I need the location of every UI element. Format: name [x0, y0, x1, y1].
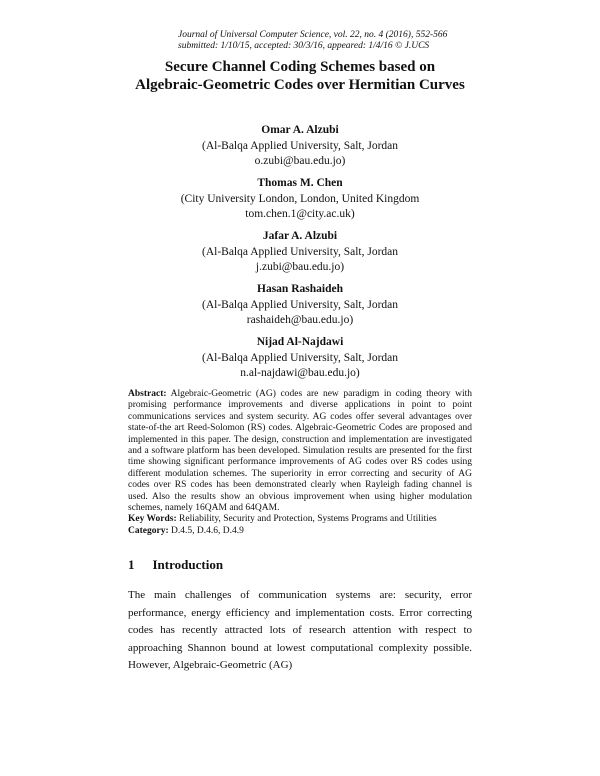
author-name: Thomas M. Chen: [257, 177, 343, 189]
main-content: [128, 389, 472, 695]
author-block: [0, 229, 600, 276]
section-title: Introduction: [152, 557, 224, 573]
author-block: [0, 123, 600, 170]
author-email: o.zubi@bau.edu.jo): [254, 155, 346, 167]
author-affiliation: (City University London, London, United Kingdom: [180, 192, 420, 205]
journal-header: [178, 30, 447, 52]
section-heading: [128, 557, 472, 573]
author-email: n.al-najdawi@bau.edu.jo): [240, 367, 360, 379]
author-affiliation: (Al-Balqa Applied University, Salt, Jordan: [202, 351, 398, 364]
journal-citation: Journal of Universal Computer Science, vol. 22, no. 4 (2016), 552-566: [178, 30, 448, 40]
category-label: Category:: [128, 525, 169, 536]
author-affiliation: (Al-Balqa Applied University, Salt, Jordan: [202, 139, 398, 152]
abstract-label: Abstract:: [128, 389, 167, 399]
category: [128, 526, 472, 537]
keywords-label: Key Words:: [128, 514, 177, 525]
author-email: tom.chen.1@city.ac.uk): [245, 208, 355, 220]
author-affiliation: (Al-Balqa Applied University, Salt, Jordan: [202, 298, 398, 311]
author-name: Omar A. Alzubi: [261, 124, 339, 136]
author-name: Hasan Rashaideh: [257, 283, 343, 295]
category-text: D.4.5, D.4.6, D.4.9: [171, 525, 244, 536]
abstract: [128, 389, 472, 514]
keywords-text: Reliability, Security and Protection, Systems Programs and Utilities: [179, 514, 437, 525]
abstract-section: [128, 389, 472, 537]
paper-title: [0, 58, 600, 94]
keywords: [128, 514, 472, 525]
section-number: 1: [128, 557, 135, 573]
author-email: rashaideh@bau.edu.jo): [246, 314, 354, 326]
author-block: [0, 176, 600, 223]
body-paragraph: The main challenges of communication systems are: security, error performance, energy efficiency and implementation costs. Error correcting codes has recently attracted lots of research attention with respect to approaching Shannon bound at lowest computational complexity possible. However, Algebraic-Geometric (AG): [128, 589, 472, 672]
author-block: [0, 282, 600, 329]
title-line-2: Algebraic-Geometric Codes over Hermitian Curves: [135, 77, 465, 93]
author-block: [0, 335, 600, 382]
author-affiliation: (Al-Balqa Applied University, Salt, Jordan: [202, 245, 398, 258]
author-name: Jafar A. Alzubi: [262, 230, 338, 242]
author-name: Nijad Al-Najdawi: [256, 336, 344, 348]
title-line-1: Secure Channel Coding Schemes based on: [164, 59, 436, 75]
author-email: j.zubi@bau.edu.jo): [255, 261, 345, 273]
abstract-text: Algebraic-Geometric (AG) codes are new paradigm in coding theory with promising performance improvements and diverse applications in point to point communications services and system security. AG codes offer several advantages over state-of-the art Reed-Solomon (RS) codes. Algebraic-Geometric Codes are proposed and implemented in this paper. The design, construction and implementation are investigated and a software platform has been developed. Simulation results are presented for the first time showing significant performance improvements of AG codes over RS codes using different modulation schemes. The superiority in error correcting and security of AG codes over RS codes has been demonstrated clearly when Rayleigh fading channel is used. Also the results show an obvious improvement when using higher modulation schemes, namely 16QAM and 64QAM.: [128, 389, 472, 514]
submission-dates: submitted: 1/10/15, accepted: 30/3/16, appeared: 1/4/16 © J.UCS: [178, 41, 430, 51]
